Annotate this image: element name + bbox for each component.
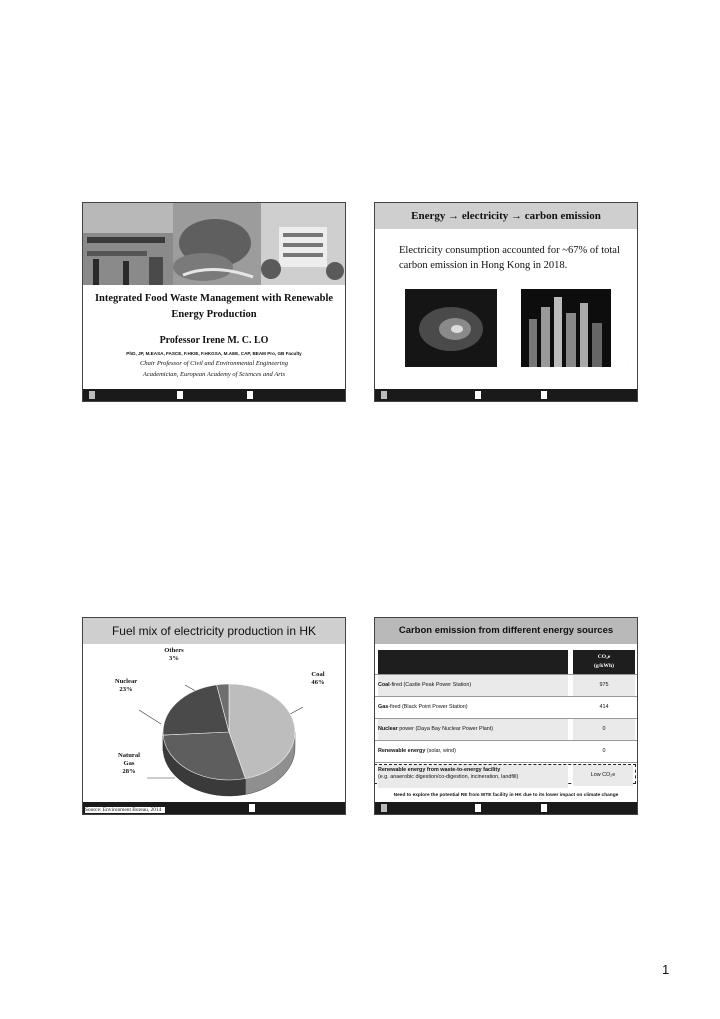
slide-2-body: Electricity consumption accounted for ~67% of total carbon emission in Hong Kong in 2018. [399, 245, 620, 271]
row-desc: (solar, wind) [425, 748, 456, 754]
night-skyline-image [521, 289, 611, 367]
slide-footer [83, 389, 345, 401]
row-value: 414 [599, 704, 609, 710]
slide-4-title: Carbon emission from different energy sources [375, 618, 637, 644]
fuel-mix-pie-chart [83, 644, 345, 804]
pie-label-gas-2: Gas [123, 760, 135, 767]
slide-2-title: Energy → electricity → carbon emission [375, 203, 637, 229]
table-row [375, 719, 637, 741]
pie-pct-coal: 46% [311, 679, 325, 686]
row-source: Gas [378, 704, 389, 710]
row-value: 0 [602, 748, 606, 754]
row-source: Coal [378, 682, 390, 688]
emission-table [375, 650, 637, 784]
title-photos [83, 203, 345, 285]
pie-pct-nuclear: 23% [119, 686, 133, 693]
row-source: Renewable energy [378, 748, 426, 754]
pie-pct-others: 3% [169, 655, 179, 662]
slide-1 [82, 202, 346, 402]
logo-icon [381, 391, 387, 399]
pie-label-nuclear: Nuclear [114, 678, 138, 685]
slide-2 [374, 202, 638, 402]
table-row [375, 697, 637, 719]
slide-1-title: Integrated Food Waste Management with Renewable Energy Production [94, 293, 334, 320]
slide-footer [375, 802, 637, 814]
presenter-academician: Academician, European Academy of Sciences and Arts [142, 371, 286, 378]
presenter-chair: Chair Professor of Civil and Environmental Engineering [140, 360, 288, 367]
row-value: 975 [573, 675, 635, 696]
pie-label-others: Others [164, 647, 184, 654]
table-row-wte [374, 764, 636, 784]
night-map-image [405, 289, 497, 367]
presenter-name: Professor Irene M. C. LO [159, 335, 269, 346]
row-desc: -fired (Black Point Power Station) [388, 704, 468, 710]
col-header-co2e: CO₂e [597, 654, 611, 660]
pie-label-gas-1: Natural [118, 752, 140, 759]
table-row [375, 675, 637, 697]
col-header-unit: (g/kWh) [594, 663, 614, 669]
wte-value: Low CO₂e [573, 765, 633, 786]
slide-4-note: Need to explore the potential RE from WTE facility in HK due to its lower impact on climate change [393, 793, 619, 798]
row-desc: power (Daya Bay Nuclear Power Plant) [397, 726, 494, 732]
slide-3 [82, 617, 346, 815]
slide-2-marker: · [626, 364, 628, 369]
slide-4 [374, 617, 638, 815]
logo-icon [89, 391, 95, 399]
wte-examples: (e.g. anaerobic digestion/co-digestion, incineration, landfill) [378, 774, 519, 780]
slide-footer [375, 389, 637, 401]
row-source: Nuclear [378, 726, 398, 732]
slide-3-title: Fuel mix of electricity production in HK [83, 618, 345, 644]
page-number: 1 [662, 962, 670, 977]
pie-label-coal: Coal [311, 671, 325, 678]
table-header-row [375, 650, 637, 675]
pie-pct-gas: 28% [122, 768, 136, 775]
presenter-credentials: PhD, JP, M.EASA, FASCE, F.HKIE, F.HKGSA, M.AEE, CAP, BEAM Pro, GB Faculty [126, 351, 302, 356]
row-value: 0 [573, 719, 635, 740]
chart-source: Source: Environment Bureau, 2014 [85, 807, 165, 813]
logo-icon [381, 804, 387, 812]
row-desc: -fired (Castle Peak Power Station) [389, 682, 472, 688]
wte-title: Renewable energy from waste-to-energy facility [378, 767, 501, 773]
table-row [375, 741, 637, 763]
